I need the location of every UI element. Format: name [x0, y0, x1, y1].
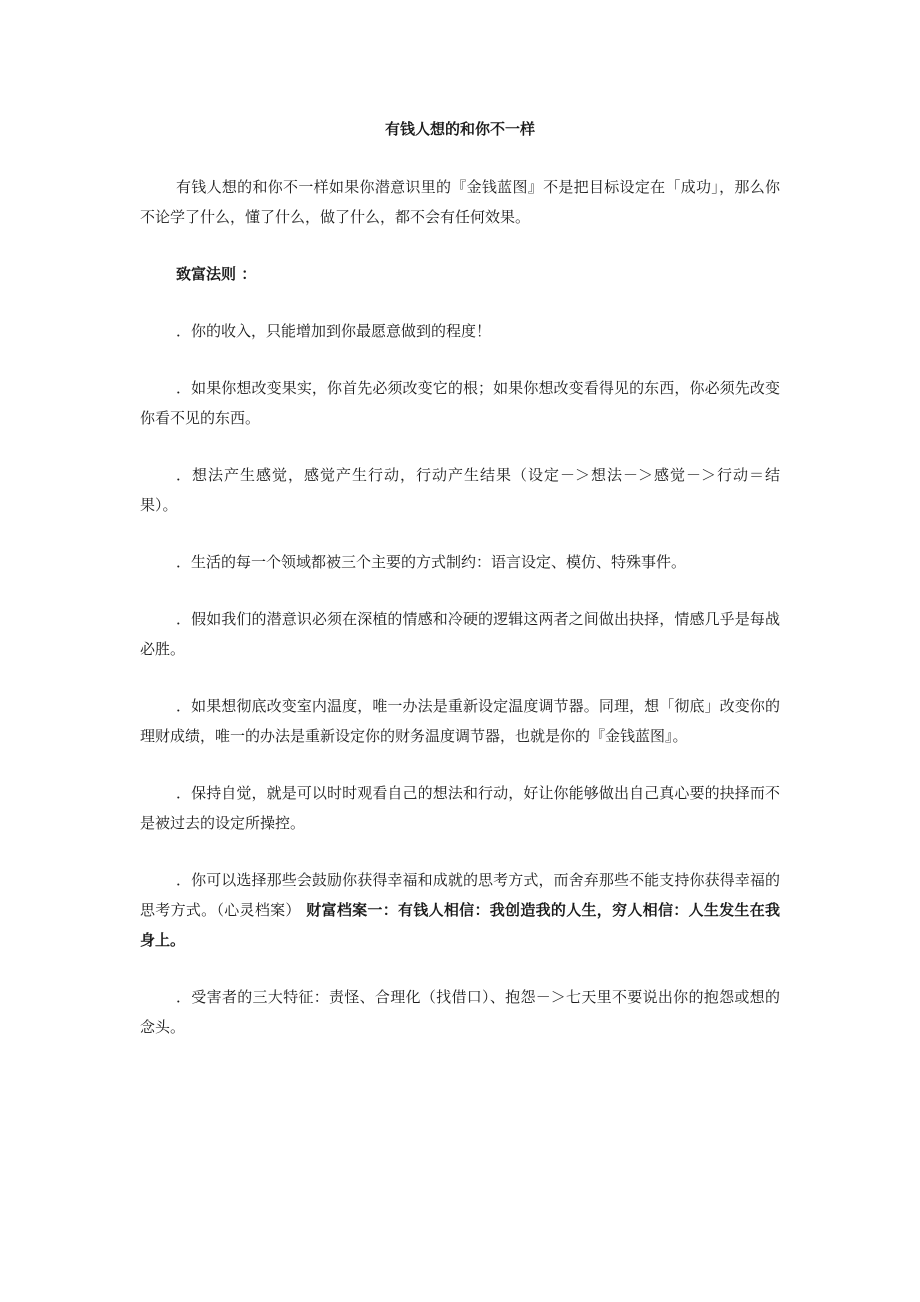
principle-5: ．假如我们的潜意识必须在深植的情感和冷硬的逻辑这两者之间做出抉择，情感几乎是每战必胜。 — [140, 610, 780, 658]
principle-3: ．想法产生感觉，感觉产生行动，行动产生结果（设定－＞想法－＞感觉－＞行动＝结果）。 — [140, 466, 780, 514]
section-heading: 致富法则 ： — [176, 265, 257, 283]
principle-8 — [140, 865, 780, 955]
document-title: 有钱人想的和你不一样 — [384, 120, 535, 138]
principle-6: ．如果想彻底改变室内温度，唯一办法是重新设定温度调节器。同理，想「彻底」改变你的理财成绩，唯一的办法是重新设定你的财务温度调节器，也就是你的『金钱蓝图』。 — [140, 697, 780, 745]
principle-7: ．保持自觉，就是可以时时观看自己的想法和行动，好让你能够做出自己真心要的抉择而不是被过去的设定所操控。 — [140, 784, 780, 832]
principle-1: ．你的收入，只能增加到你最愿意做到的程度！ — [176, 322, 492, 340]
principle-2: ．如果你想改变果实，你首先必须改变它的根；如果你想改变看得见的东西，你必须先改变你看不见的东西。 — [140, 379, 780, 427]
principle-4: ．生活的每一个领域都被三个主要的方式制约：语言设定、模仿、特殊事件。 — [176, 553, 687, 571]
document-body — [140, 172, 780, 1069]
choice-text: ．你可以选择那些会鼓励你获得幸福和成就的思考方式，而舍弃那些不能支持你获得幸福的思考方式。（心灵档案） — [140, 871, 780, 919]
wealth-file-statement: 财富档案一：有钱人相信：我创造我的人生，穷人相信：人生发生在我身上。 — [140, 901, 780, 949]
intro-paragraph: 有钱人想的和你不一样如果你潜意识里的『金钱蓝图』不是把目标设定在「成功」，那么你不论学了什么，懂了什么，做了什么，都不会有任何效果。 — [140, 178, 780, 226]
principle-9: ．受害者的三大特征：责怪、合理化（找借口）、抱怨－＞七天里不要说出你的抱怨或想的念头。 — [140, 988, 780, 1036]
